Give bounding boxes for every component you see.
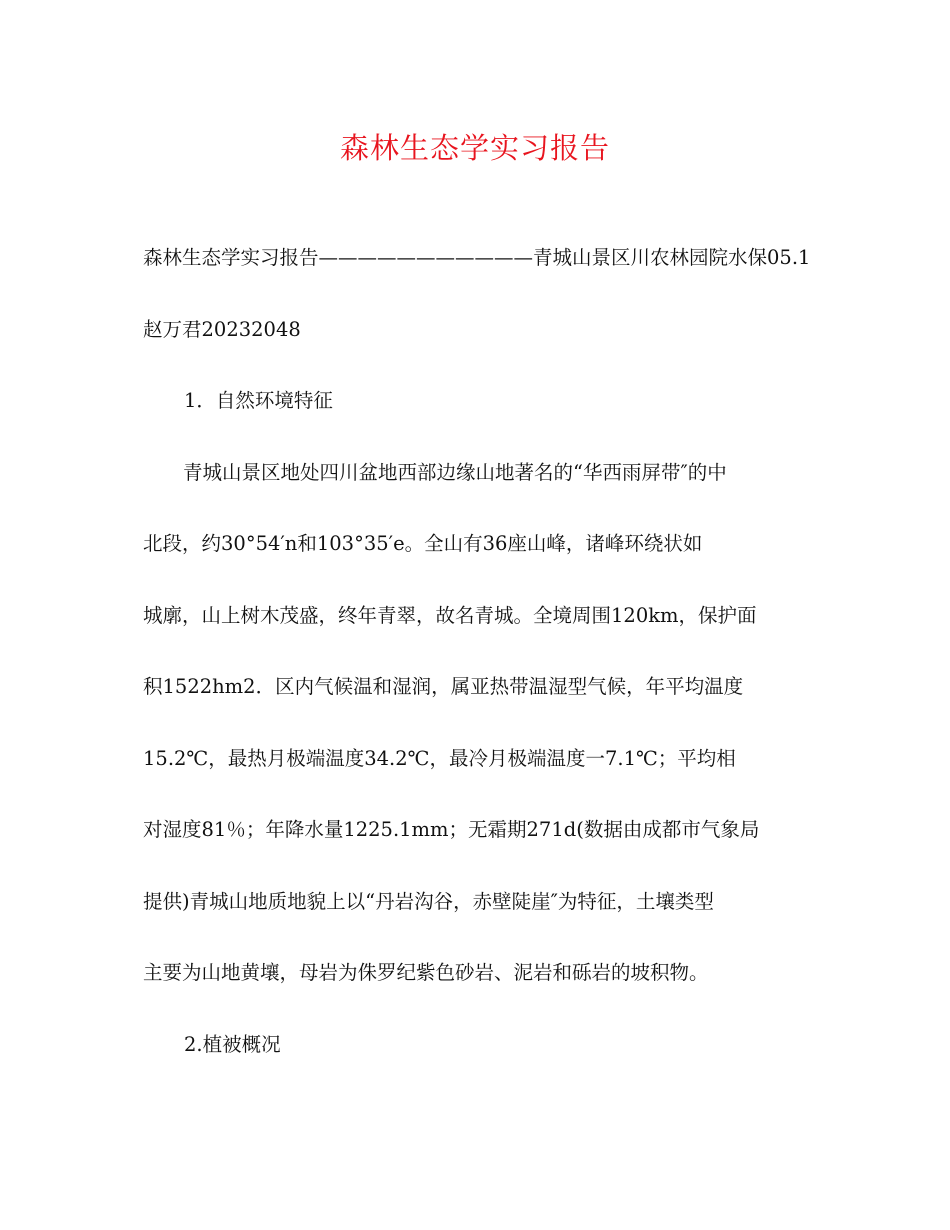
paragraph-line: 提供)青城山地质地貌上以“丹岩沟谷，赤壁陡崖″为特征，土壤类型 bbox=[143, 889, 714, 913]
author-line: 赵万君20232048 bbox=[143, 317, 301, 341]
paragraph-line: 青城山景区地处四川盆地西部边缘山地著名的“华西雨屏带″的中 bbox=[183, 460, 727, 484]
paragraph-line: 对湿度81％；年降水量1225.1mm；无霜期271d(数据由成都市气象局 bbox=[143, 818, 760, 841]
section-heading: 2.植被概况 bbox=[184, 1032, 281, 1056]
document-body bbox=[143, 222, 811, 1080]
section-heading: 1．自然环境特征 bbox=[184, 389, 333, 412]
paragraph-line: 北段，约30°54′n和103°35′e。全山有36座山峰，诸峰环绕状如 bbox=[143, 532, 703, 555]
paragraph-line: 主要为山地黄壤，母岩为侏罗纪紫色砂岩、泥岩和砾岩的坡积物。 bbox=[143, 961, 709, 984]
header-line: 森林生态学实习报告———————————青城山景区川农林园院水保05.1 bbox=[143, 246, 811, 269]
paragraph-line: 城廓，山上树木茂盛，终年青翠，故名青城。全境周围120km，保护面 bbox=[143, 603, 757, 627]
paragraph-line: 积1522hm2．区内气候温和湿润，属亚热带温湿型气候，年平均温度 bbox=[143, 675, 744, 698]
paragraph-line: 15.2℃，最热月极端温度34.2℃，最冷月极端温度一7.1℃；平均相 bbox=[143, 746, 736, 770]
document-title: 森林生态学实习报告 bbox=[339, 131, 610, 165]
